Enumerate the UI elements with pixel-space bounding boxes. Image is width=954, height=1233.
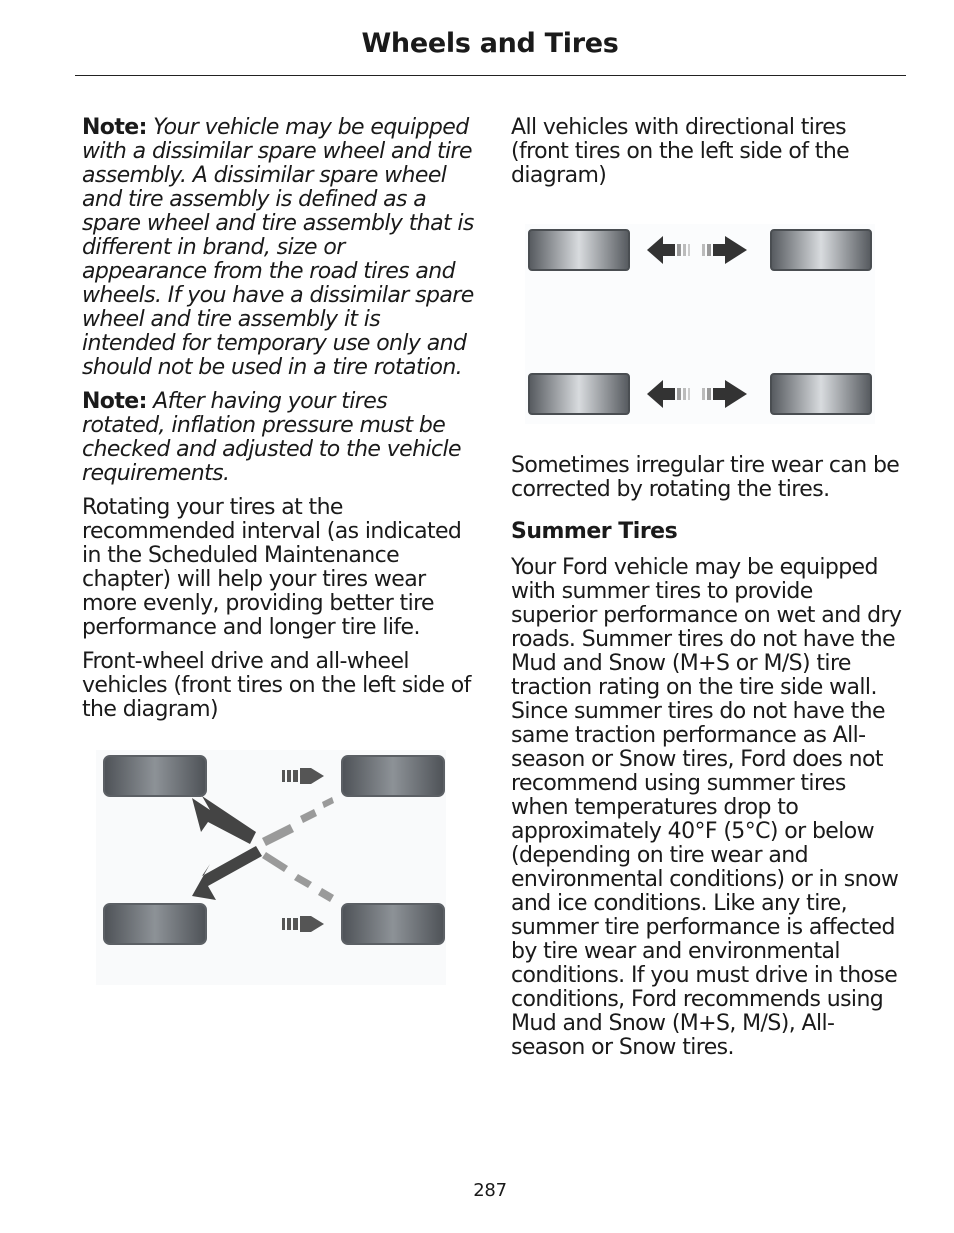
paragraph-fwd-awd: Front-wheel drive and all-wheel vehicles (front tires on the left side of the diagram) [82, 649, 471, 722]
tire-rear-left [771, 230, 871, 270]
paragraph-rotating: Rotating your tires at the recommended interval (as indicated in the Scheduled Maintenance chapter) will help your tires wear more evenly, providing better tire performance and longer tire life. [82, 495, 462, 640]
page-title: Wheels and Tires [361, 28, 619, 59]
tire-rear-right [342, 904, 444, 944]
note-text: After having your tires rotated, inflation pressure must be checked and adjusted to the vehicle requirements. [82, 389, 461, 486]
tire-rear-left [342, 756, 444, 796]
left-column [82, 116, 474, 985]
tire-rear-right [771, 374, 871, 414]
tire-front-right [104, 904, 206, 944]
directional-rotation-diagram [525, 224, 875, 424]
paragraph-directional: All vehicles with directional tires (front tires on the left side of the diagram) [511, 115, 850, 188]
header-divider [75, 75, 906, 76]
page-number: 287 [473, 1180, 507, 1201]
tire-front-right [529, 374, 629, 414]
tire-front-left [104, 756, 206, 796]
note-label: Note: [82, 389, 147, 414]
paragraph-summer-tires: Your Ford vehicle may be equipped with summer tires to provide superior performance on wet and dry roads. Summer tires do not have the Mud and Snow (M+S or M/S) tire traction rating on the tire side wall. Since summer tires do not have the same traction performance as All-season or Snow tires, Ford does not recommend using summer tires when temperatures drop to approximately 40°F (5°C) or below (depending on tire wear and environmental conditions) or in snow and ice conditions. Like any tire, summer tire performance is affected by tire wear and environmental conditions. If you must drive in those conditions, Ford recommends using Mud and Snow (M+S, M/S), All-season or Snow tires. [511, 555, 902, 1060]
note-text: Your vehicle may be equipped with a dissimilar spare wheel and tire assembly. A dissimilar spare wheel and tire assembly is defined as a spare wheel and tire assembly that is different in brand, size or appearance from the road tires and wheels. If you have a dissimilar spare wheel and tire assembly it is intended for temporary use only and should not be used in a tire rotation. [82, 115, 474, 380]
section-heading-summer-tires: Summer Tires [511, 519, 678, 544]
note-inflation [82, 390, 474, 486]
right-column [511, 116, 903, 1070]
note-label: Note: [82, 115, 147, 140]
fwd-awd-rotation-diagram [96, 750, 446, 985]
tire-front-left [529, 230, 629, 270]
paragraph-irregular-wear: Sometimes irregular tire wear can be corrected by rotating the tires. [511, 453, 900, 502]
note-dissimilar-spare [82, 116, 474, 380]
